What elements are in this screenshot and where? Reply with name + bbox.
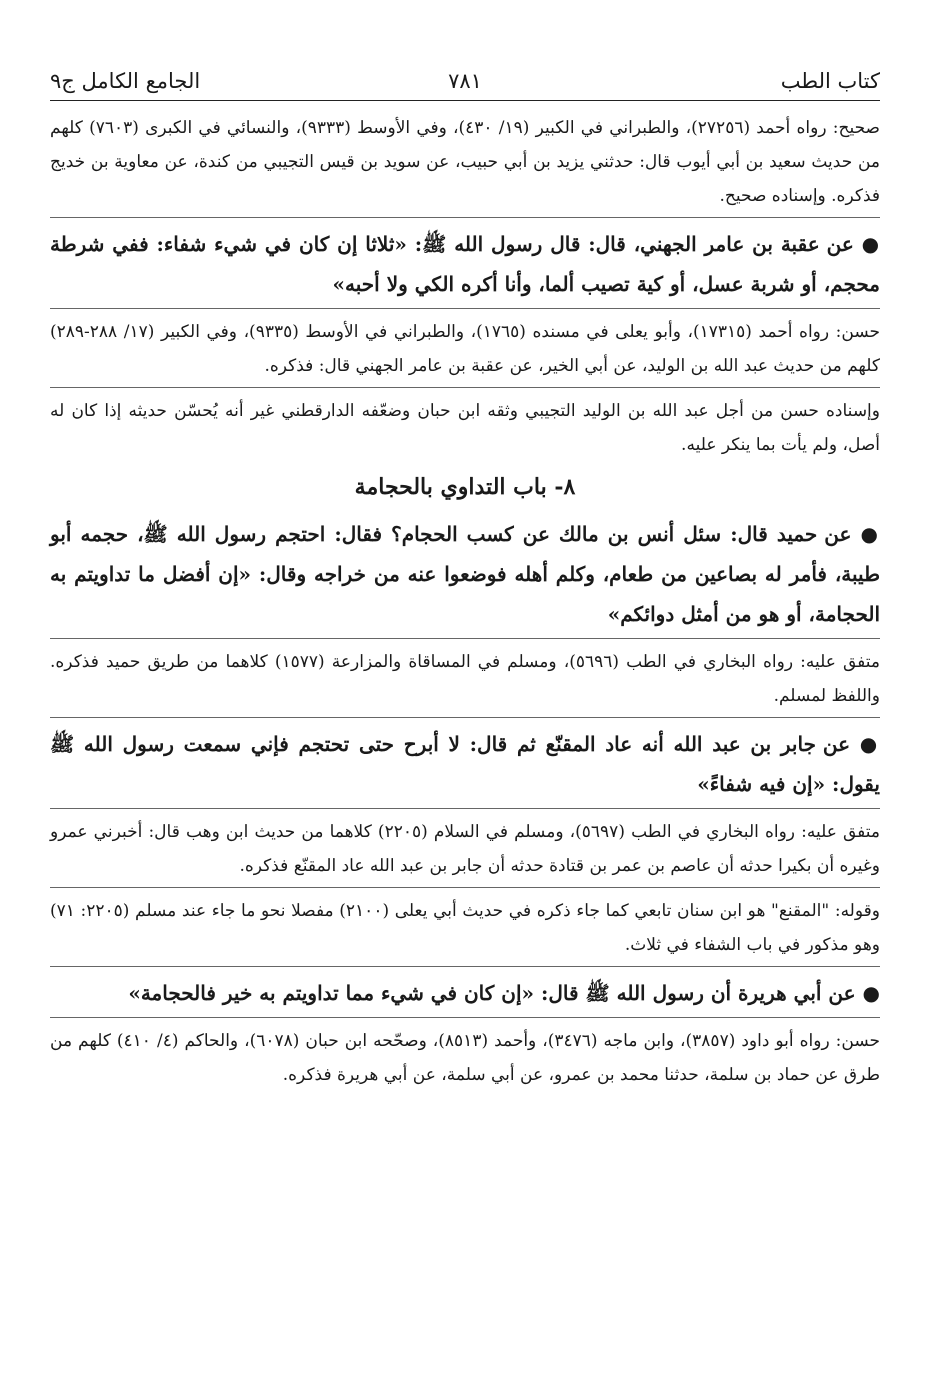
book-title: كتاب الطب	[780, 69, 880, 93]
bullet-icon: ●	[859, 732, 880, 756]
hadith-paragraph	[50, 514, 880, 634]
takhrij-paragraph: متفق عليه: رواه البخاري في الطب (٥٦٩٦)، ومسلم في المساقاة والمزارعة (١٥٧٧) كلاهما من طريق حميد فذكره. واللفظ لمسلم.	[50, 652, 881, 706]
chapter-heading: ٨- باب التداوي بالحجامة	[354, 474, 576, 500]
divider	[50, 717, 880, 718]
hadith-text: عن عقبة بن عامر الجهني، قال: قال رسول الله ﷺ: «ثلاثا إن كان في شيء شفاء: ففي شرطة محجم، أو شربة عسل، أو كية تصيب ألما، وأنا أكره الكي ولا أحبه»	[50, 232, 880, 296]
takhrij-paragraph: حسن: رواه أحمد (١٧٣١٥)، وأبو يعلى في مسنده (١٧٦٥)، والطبراني في الأوسط (٩٣٣٥)، وفي الكبير (١٧/ ٢٨٨-٢٨٩) كلهم من حديث عبد الله بن الوليد، عن أبي الخير، عن عقبة بن عامر الجهني قال: فذكره.	[50, 322, 881, 376]
bullet-icon: ●	[861, 232, 881, 256]
commentary-paragraph: وقوله: "المقنع" هو ابن سنان تابعي كما جاء ذكره في حديث أبي يعلى (٢١٠٠) مفصلا نحو ما جاء عند مسلم (٢٢٠٥: ٧١) وهو مذكور في باب الشفاء في ثلاث.	[50, 901, 880, 955]
divider	[50, 887, 880, 888]
takhrij-paragraph: حسن: رواه أبو داود (٣٨٥٧)، وابن ماجه (٣٤٧٦)، وأحمد (٨٥١٣)، وصحّحه ابن حبان (٦٠٧٨)، والحاكم (٤/ ٤١٠) كلهم من طرق عن حماد بن سلمة، حدثنا محمد بن عمرو، عن أبي سلمة، عن أبي هريرة فذكره.	[50, 1031, 881, 1085]
divider	[50, 638, 880, 639]
hadith-paragraph	[50, 973, 880, 1013]
hadith-paragraph	[50, 224, 880, 304]
page-number: ٧٨١	[448, 69, 482, 93]
takhrij-paragraph: متفق عليه: رواه البخاري في الطب (٥٦٩٧)، ومسلم في السلام (٢٢٠٥) كلاهما من حديث ابن وهب قال: أخبرني عمرو وغيره أن بكيرا حدثه أن عاصم بن عمر بن قتادة حدثه أن جابر بن عبد الله عاد المقنّع فذكره.	[50, 822, 881, 876]
takhrij-paragraph: صحيح: رواه أحمد (٢٧٢٥٦)، والطبراني في الكبير (١٩/ ٤٣٠)، وفي الأوسط (٩٣٣٣)، والنسائي في الكبرى (٧٦٠٣) كلهم من حديث سعيد بن أبي أيوب قال: حدثني يزيد بن أبي حبيب، عن سويد بن قيس التجيبي من كندة، عن معاوية بن خديج فذكره. وإسناده صحيح.	[50, 118, 880, 206]
commentary-paragraph: وإسناده حسن من أجل عبد الله بن الوليد التجيبي وثقه ابن حبان وضعّفه الدارقطني غير أنه يُحسّن حديثه إذا كان له أصل، ولم يأت بما ينكر عليه.	[50, 401, 880, 455]
divider	[50, 1017, 880, 1018]
page-header	[50, 62, 880, 98]
header-rule	[50, 100, 880, 101]
divider	[50, 387, 880, 388]
divider	[50, 966, 880, 967]
divider	[50, 808, 880, 809]
bullet-icon: ●	[860, 522, 881, 546]
bullet-icon: ●	[862, 981, 880, 1005]
hadith-text: عن جابر بن عبد الله أنه عاد المقنّع ثم قال: لا أبرح حتى تحتجم فإني سمعت رسول الله ﷺ يقول: «إن فيه شفاءً»	[50, 732, 880, 796]
collection-title: الجامع الكامل ج٩	[50, 69, 201, 93]
divider	[50, 308, 880, 309]
hadith-text: عن أبي هريرة أن رسول الله ﷺ قال: «إن كان في شيء مما تداويتم به خير فالحجامة»	[128, 981, 856, 1005]
divider	[50, 217, 880, 218]
document-page	[50, 62, 880, 1092]
hadith-text: عن حميد قال: سئل أنس بن مالك عن كسب الحجام؟ فقال: احتجم رسول الله ﷺ، حجمه أبو طيبة، فأمر له بصاعين من طعام، وكلم أهله فوضعوا عنه من خراجه وقال: «إن أفضل ما تداويتم به الحجامة، أو هو من أمثل دوائكم»	[50, 522, 880, 626]
hadith-paragraph	[50, 724, 880, 804]
